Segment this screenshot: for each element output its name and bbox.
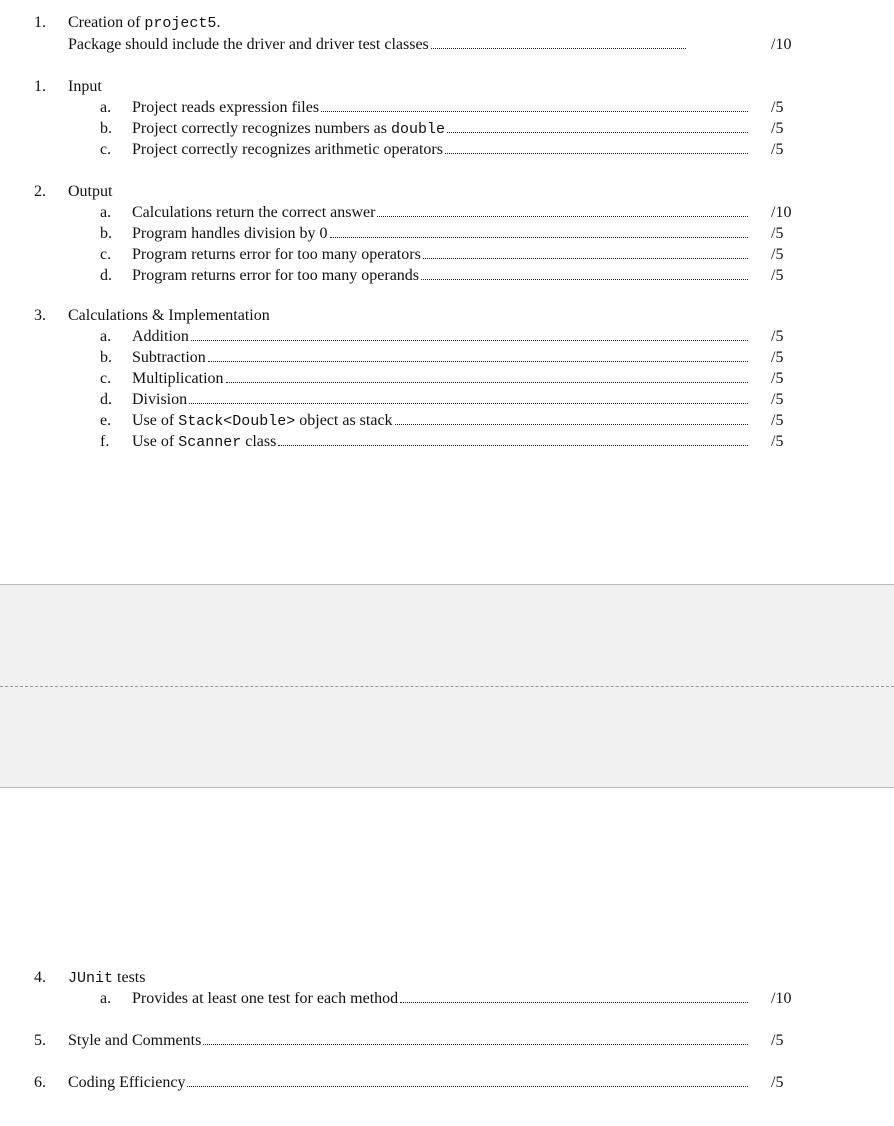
dot-leader <box>377 216 748 217</box>
item-score: /5 <box>771 370 784 387</box>
dot-leader <box>421 279 748 280</box>
item-score: /5 <box>771 225 784 242</box>
item-letter: d. <box>100 267 112 284</box>
item-score: /5 <box>771 99 784 116</box>
item-letter: a. <box>100 99 112 116</box>
item-score: /10 <box>771 36 792 53</box>
item-letter: a. <box>100 328 112 345</box>
item-score: /5 <box>771 120 784 137</box>
section-title: JUnit tests <box>68 969 146 987</box>
dot-leader <box>226 382 748 383</box>
dot-leader <box>330 237 748 238</box>
rubric-item <box>0 244 894 266</box>
item-letter: c. <box>100 141 112 158</box>
item-letter: c. <box>100 246 112 263</box>
dot-leader <box>187 1086 748 1087</box>
item-score: /5 <box>771 391 784 408</box>
item-letter: e. <box>100 412 112 429</box>
page-break-gap <box>0 584 894 788</box>
item-label: Calculations return the correct answer <box>132 204 376 221</box>
rubric-item-style <box>0 1030 894 1052</box>
section-number: 5. <box>34 1032 46 1049</box>
item-score: /5 <box>771 267 784 284</box>
item-label: Project correctly recognizes arithmetic operators <box>132 141 443 158</box>
item-label: Package should include the driver and driver test classes <box>68 36 429 53</box>
item-letter: b. <box>100 120 112 137</box>
page-break-dashed-line <box>0 686 894 687</box>
dot-leader <box>395 424 748 425</box>
item-label: Program handles division by 0 <box>132 225 328 242</box>
item-score: /5 <box>771 1032 784 1049</box>
code-junit: JUnit <box>68 970 114 987</box>
rubric-item <box>0 223 894 245</box>
item-label: Multiplication <box>132 370 224 387</box>
item-letter: c. <box>100 370 112 387</box>
rubric-item-package <box>0 34 894 56</box>
rubric-item <box>0 431 894 453</box>
item-label: Style and Comments <box>68 1032 202 1049</box>
section-junit-header <box>0 967 894 989</box>
dot-leader <box>423 258 748 259</box>
item-score: /10 <box>771 204 792 221</box>
section-output-header <box>0 181 894 203</box>
item-label: Program returns error for too many operands <box>132 267 420 284</box>
item-score: /5 <box>771 1074 784 1091</box>
item-score: /5 <box>771 433 784 450</box>
item-score: /5 <box>771 246 784 263</box>
item-label: Program returns error for too many operators <box>132 246 421 263</box>
section-number: 6. <box>34 1074 46 1091</box>
dot-leader <box>321 111 748 112</box>
rubric-item <box>0 202 894 224</box>
section-title: Calculations & Implementation <box>68 307 270 324</box>
dot-leader <box>208 361 748 362</box>
dot-leader <box>203 1044 748 1045</box>
item-label: Provides at least one test for each method <box>132 990 399 1007</box>
item-score: /10 <box>771 990 792 1007</box>
section-title: Creation of project5. <box>68 14 221 32</box>
rubric-item <box>0 139 894 161</box>
dot-leader <box>447 132 748 133</box>
item-letter: b. <box>100 349 112 366</box>
section-number: 1. <box>34 14 46 31</box>
item-label: Division <box>132 391 188 408</box>
item-label: Project reads expression files <box>132 99 320 116</box>
rubric-item <box>0 118 894 140</box>
item-letter: d. <box>100 391 112 408</box>
dot-leader <box>191 340 748 341</box>
item-label: Project correctly recognizes numbers as double <box>132 120 446 138</box>
item-letter: a. <box>100 990 112 1007</box>
dot-leader <box>278 445 748 446</box>
item-label: Subtraction <box>132 349 206 366</box>
rubric-item <box>0 410 894 432</box>
item-letter: f. <box>100 433 110 450</box>
section-title: Output <box>68 183 113 200</box>
item-letter: b. <box>100 225 112 242</box>
rubric-item <box>0 326 894 348</box>
section-creation-header <box>0 12 894 34</box>
rubric-item-efficiency <box>0 1072 894 1094</box>
section-number: 3. <box>34 307 46 324</box>
dot-leader <box>431 48 686 49</box>
code-type: double <box>391 121 446 138</box>
code-type: Scanner <box>178 434 242 451</box>
item-score: /5 <box>771 412 784 429</box>
rubric-item <box>0 347 894 369</box>
item-label: Use of Stack<Double> object as stack <box>132 412 393 430</box>
section-calc-header <box>0 305 894 327</box>
item-label: Use of Scanner class <box>132 433 277 451</box>
item-score: /5 <box>771 141 784 158</box>
dot-leader <box>445 153 748 154</box>
item-score: /5 <box>771 328 784 345</box>
item-label: Addition <box>132 328 189 345</box>
section-input-header <box>0 76 894 98</box>
section-number: 4. <box>34 969 46 986</box>
dot-leader <box>400 1002 748 1003</box>
section-number: 2. <box>34 183 46 200</box>
code-type: Stack<Double> <box>178 413 296 430</box>
dot-leader <box>189 403 748 404</box>
rubric-item <box>0 389 894 411</box>
section-number: 1. <box>34 78 46 95</box>
item-label: Coding Efficiency <box>68 1074 186 1091</box>
item-score: /5 <box>771 349 784 366</box>
rubric-item <box>0 97 894 119</box>
rubric-item <box>0 368 894 390</box>
rubric-item <box>0 265 894 287</box>
section-title: Input <box>68 78 102 95</box>
code-project-name: project5 <box>144 15 217 32</box>
item-letter: a. <box>100 204 112 221</box>
rubric-item <box>0 988 894 1010</box>
